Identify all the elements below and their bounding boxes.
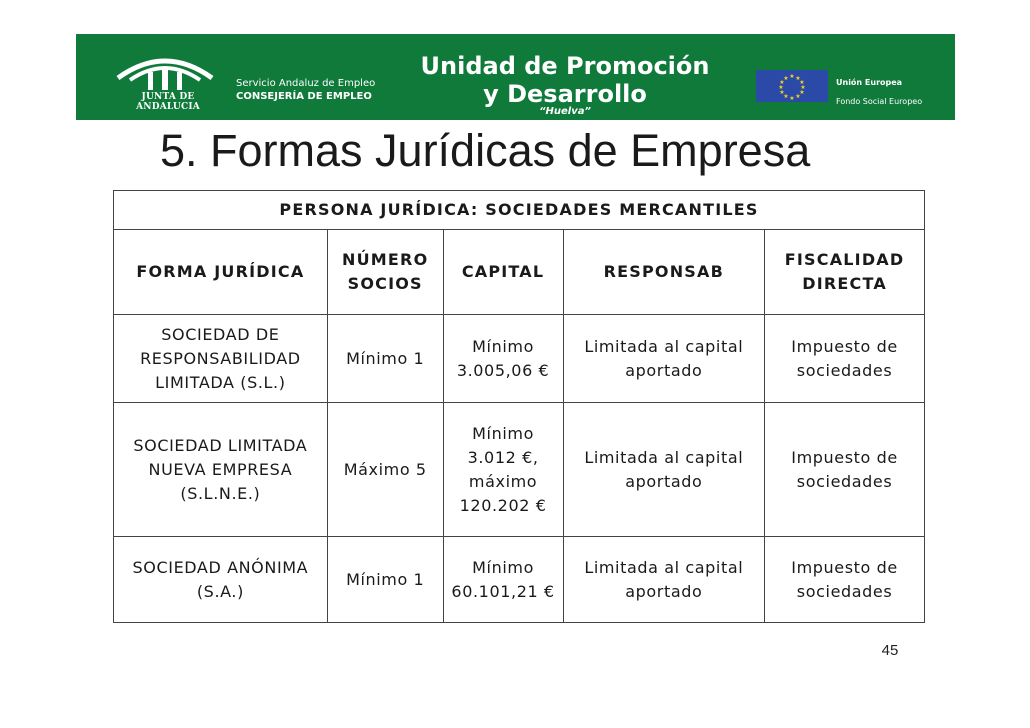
sae-line1: Servicio Andaluz de Empleo bbox=[236, 78, 376, 89]
eu-line1: Unión Europea bbox=[836, 78, 903, 87]
table-header-row bbox=[114, 230, 925, 315]
svg-text:★: ★ bbox=[778, 84, 784, 91]
table-caption: PERSONA JURÍDICA: SOCIEDADES MERCANTILES bbox=[114, 191, 925, 230]
page-number: 45 bbox=[881, 642, 899, 659]
unidad-title bbox=[390, 52, 740, 108]
eu-flag-icon bbox=[756, 70, 828, 102]
cell-socios: Mínimo 1 bbox=[327, 315, 443, 403]
eu-label bbox=[836, 73, 922, 111]
cell-responsabilidad: Limitada al capital aportado bbox=[563, 403, 765, 537]
table-row bbox=[114, 537, 925, 623]
legal-forms-table bbox=[113, 190, 925, 623]
unidad-line2: y Desarrollo bbox=[483, 80, 647, 108]
cell-capital: Mínimo 60.101,21 € bbox=[443, 537, 563, 623]
svg-text:★: ★ bbox=[783, 75, 789, 82]
cell-capital: Mínimo 3.012 €, máximo 120.202 € bbox=[443, 403, 563, 537]
cell-fiscalidad: Impuesto de sociedades bbox=[765, 403, 925, 537]
huelva-label: “Huelva” bbox=[539, 106, 591, 117]
cell-forma: SOCIEDAD DE RESPONSABILIDAD LIMITADA (S.L.) bbox=[114, 315, 328, 403]
svg-text:★: ★ bbox=[799, 89, 805, 96]
header-capital: CAPITAL bbox=[443, 230, 563, 315]
svg-text:★: ★ bbox=[800, 84, 806, 91]
cell-capital: Mínimo 3.005,06 € bbox=[443, 315, 563, 403]
unidad-line1: Unidad de Promoción bbox=[420, 52, 710, 80]
svg-text:★: ★ bbox=[789, 73, 795, 80]
svg-text:★: ★ bbox=[795, 75, 801, 82]
table-row bbox=[114, 315, 925, 403]
header-fiscalidad: FISCALIDAD DIRECTA bbox=[765, 230, 925, 315]
cell-socios: Máximo 5 bbox=[327, 403, 443, 537]
header-responsabilidad: RESPONSAB bbox=[563, 230, 765, 315]
cell-responsabilidad: Limitada al capital aportado bbox=[563, 315, 765, 403]
slide-title: 5. Formas Jurídicas de Empresa bbox=[160, 125, 811, 176]
header-numero-socios: NÚMERO SOCIOS bbox=[327, 230, 443, 315]
svg-text:★: ★ bbox=[789, 95, 795, 102]
svg-text:★: ★ bbox=[779, 79, 785, 86]
junta-logo-text: JUNTA DE ANDALUCIA bbox=[136, 92, 200, 112]
cell-forma: SOCIEDAD ANÓNIMA (S.A.) bbox=[114, 537, 328, 623]
svg-text:★: ★ bbox=[779, 89, 785, 96]
svg-text:★: ★ bbox=[783, 93, 789, 100]
sae-label bbox=[236, 78, 375, 103]
cell-fiscalidad: Impuesto de sociedades bbox=[765, 537, 925, 623]
eu-line2: Fondo Social Europeo bbox=[836, 97, 923, 106]
cell-fiscalidad: Impuesto de sociedades bbox=[765, 315, 925, 403]
cell-socios: Mínimo 1 bbox=[327, 537, 443, 623]
table-row bbox=[114, 403, 925, 537]
header-forma-juridica: FORMA JURÍDICA bbox=[114, 230, 328, 315]
table-caption-row bbox=[114, 191, 925, 230]
cell-forma: SOCIEDAD LIMITADA NUEVA EMPRESA (S.L.N.E.) bbox=[114, 403, 328, 537]
sae-line2: CONSEJERÍA DE EMPLEO bbox=[236, 91, 372, 102]
svg-text:★: ★ bbox=[799, 79, 805, 86]
svg-text:★: ★ bbox=[795, 93, 801, 100]
cell-responsabilidad: Limitada al capital aportado bbox=[563, 537, 765, 623]
